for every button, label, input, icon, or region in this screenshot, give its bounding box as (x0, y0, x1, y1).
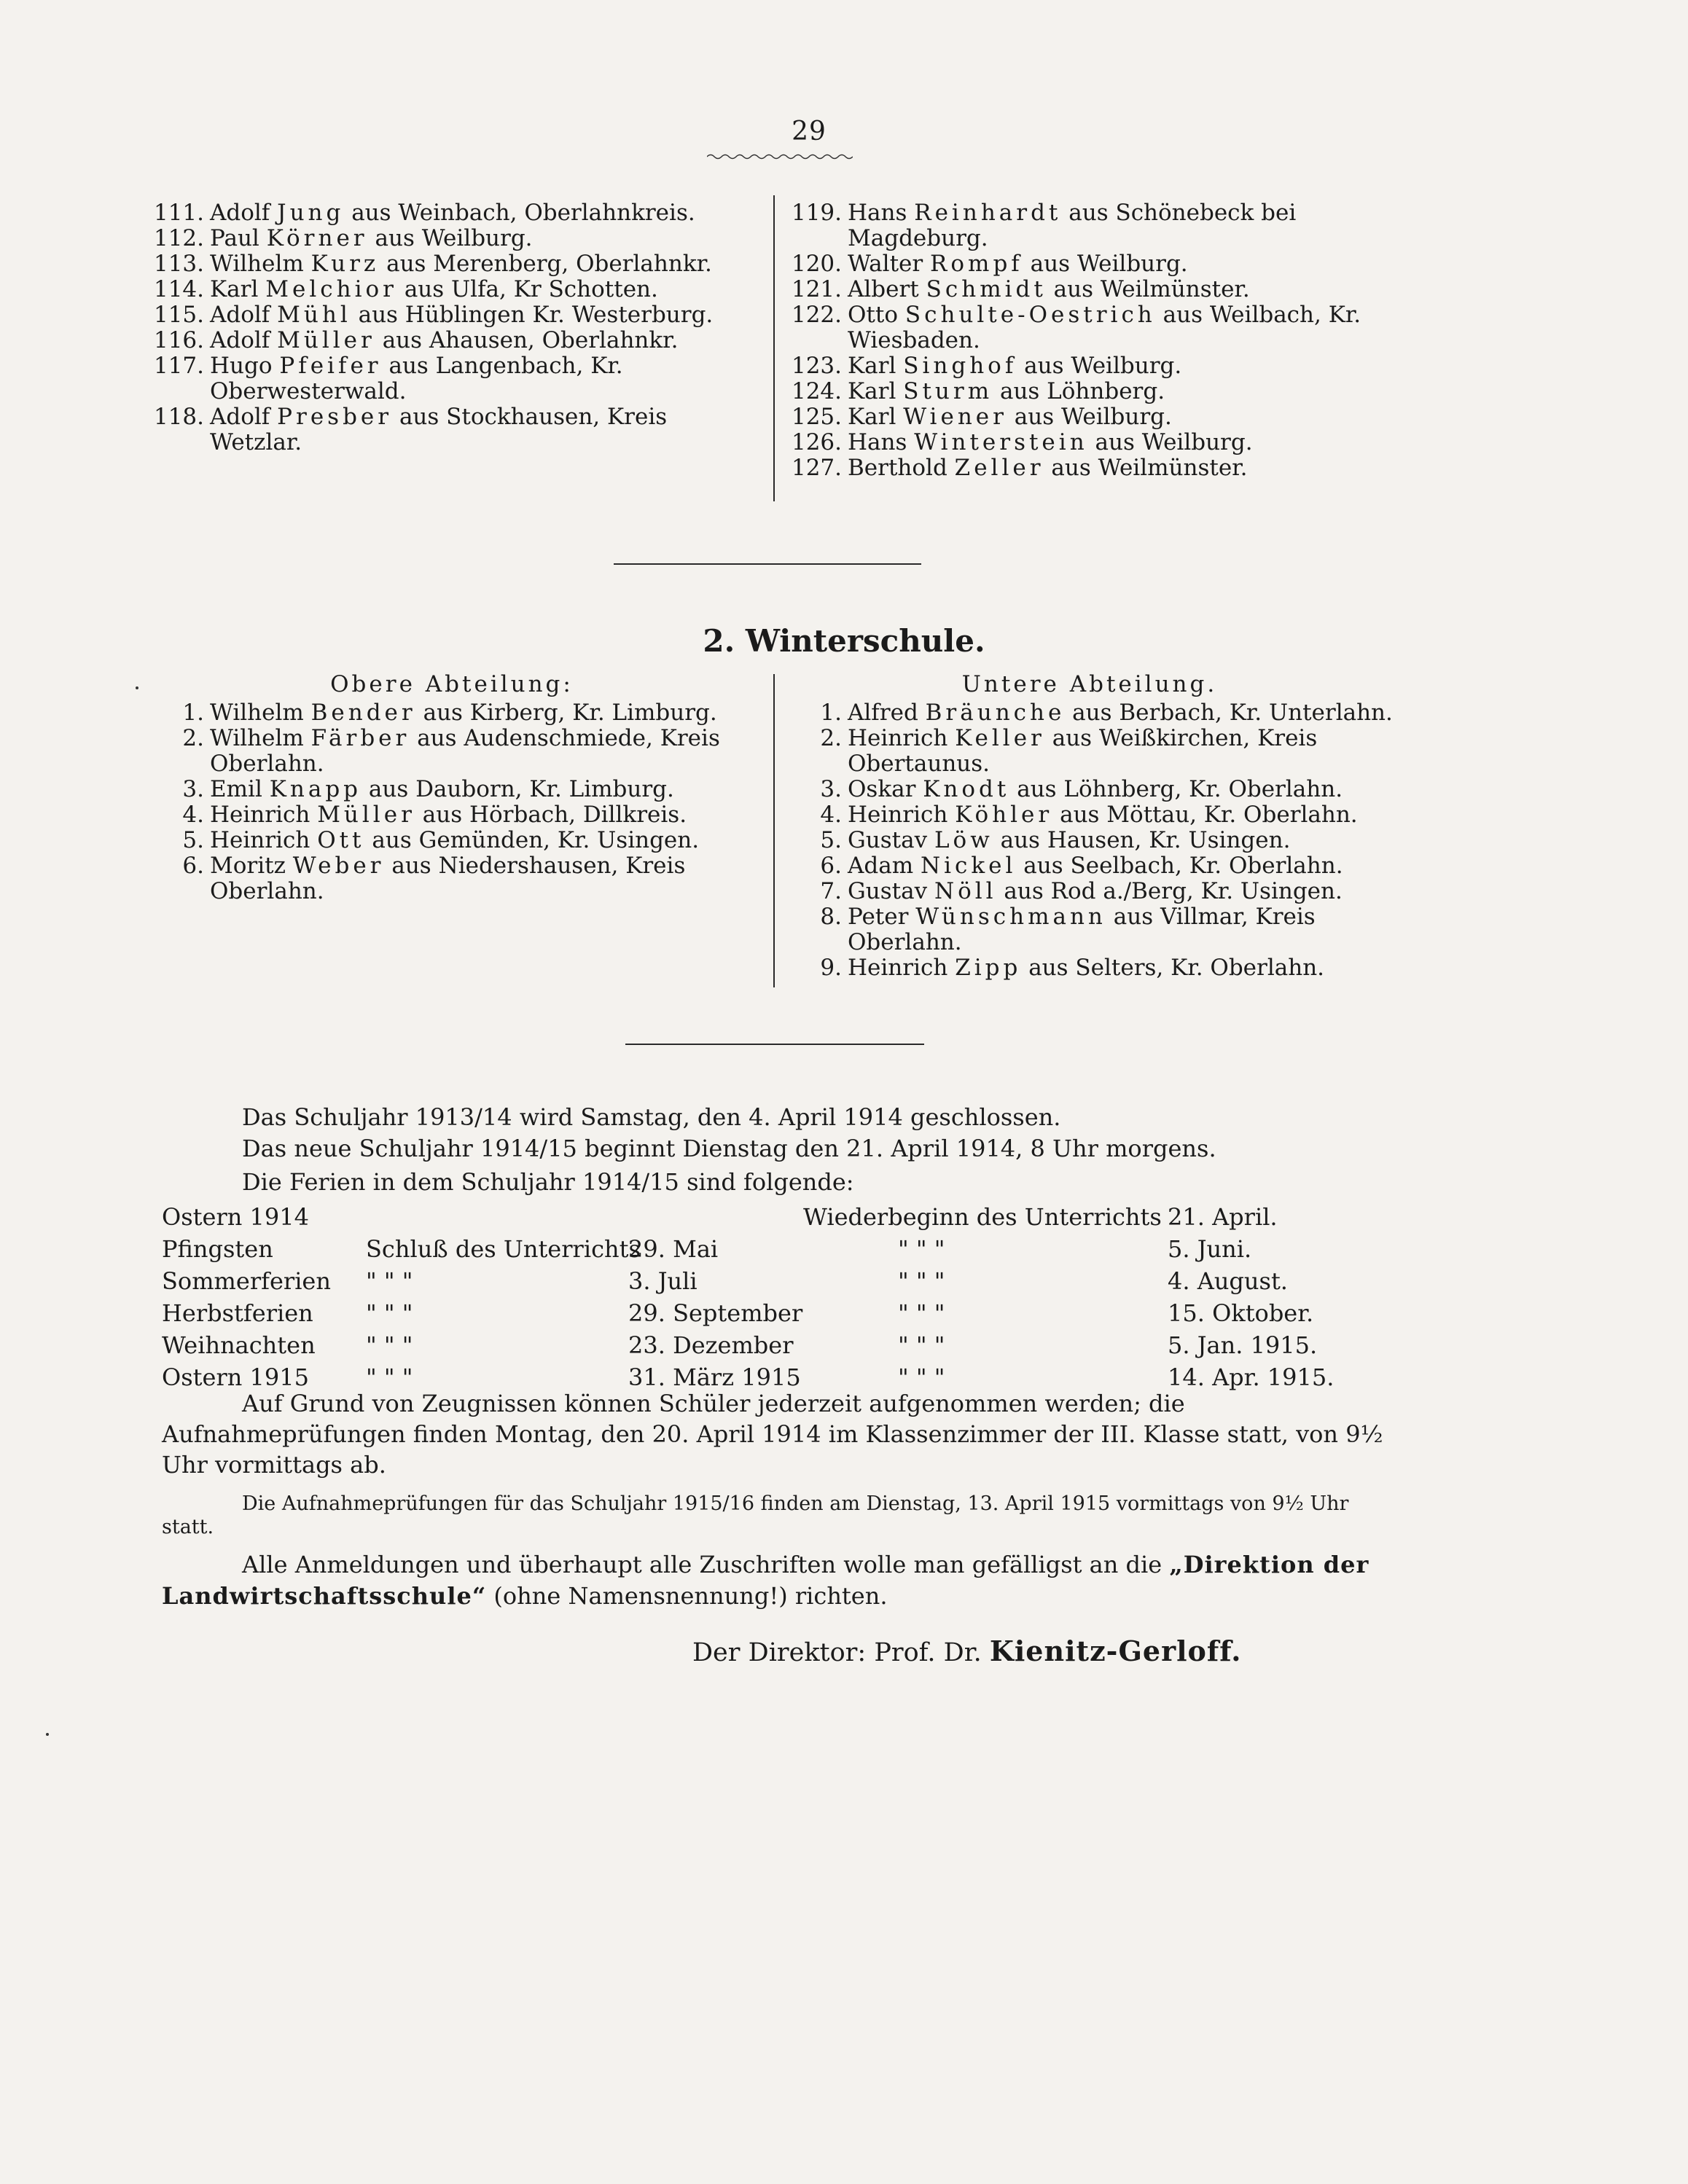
entry-text (210, 302, 758, 328)
surname: Wiener (903, 404, 1007, 430)
page-number-ornament (707, 153, 853, 160)
holiday-resume-label: " " " (898, 1235, 945, 1263)
surname: Knapp (269, 776, 362, 802)
first-name: Wilhelm (210, 725, 311, 751)
holiday-resume-date: 14. Apr. 1915. (1168, 1363, 1335, 1391)
student-entry (784, 955, 1396, 981)
holiday-name: Ostern 1914 (162, 1203, 309, 1231)
first-name: Gustav (848, 827, 934, 853)
origin: aus Weilburg. (1087, 429, 1253, 455)
student-entry (146, 404, 758, 455)
surname: Kurz (310, 251, 380, 277)
origin: aus Möttau, Kr. Oberlahn. (1052, 802, 1358, 828)
surname: Nickel (920, 853, 1017, 879)
holiday-end-date: 29. September (628, 1299, 803, 1327)
entry-number: 1. (820, 700, 842, 726)
column-divider-winter (773, 674, 775, 987)
holiday-row (162, 1201, 1383, 1233)
student-entry (784, 379, 1396, 404)
first-name: Hans (848, 200, 915, 226)
surname: Körner (266, 225, 368, 251)
paper-speck (136, 686, 138, 689)
holiday-row (162, 1265, 1383, 1297)
entry-number: 2. (820, 725, 842, 751)
entry-number: 112. (153, 225, 204, 251)
entry-text (210, 251, 758, 277)
first-name: Walter (848, 251, 931, 277)
surname: Knodt (923, 776, 1010, 802)
entry-text (848, 700, 1396, 726)
origin: aus Weilburg. (1023, 251, 1188, 277)
holiday-resume-date: 5. Jan. 1915. (1168, 1331, 1318, 1359)
origin: aus Rod a./Berg, Kr. Usingen. (996, 878, 1343, 904)
holiday-resume-label: " " " (898, 1299, 945, 1327)
origin: aus Kirberg, Kr. Limburg. (415, 700, 717, 726)
holiday-name: Pfingsten (162, 1235, 273, 1263)
origin: aus Weißkirchen, Kreis Obertaunus. (848, 725, 1318, 777)
first-name: Hugo (210, 353, 280, 379)
holiday-row (162, 1233, 1383, 1265)
entry-number: 111. (153, 200, 204, 226)
entry-number: 123. (791, 353, 842, 379)
entry-number: 114. (153, 276, 204, 302)
student-entry (784, 828, 1396, 853)
entry-number: 125. (791, 404, 842, 430)
student-entry (784, 853, 1396, 879)
entry-text (210, 404, 758, 455)
holiday-resume-label: Wiederbeginn des Unterrichts (803, 1203, 1162, 1231)
paragraph-new-school-year: Das neue Schuljahr 1914/15 beginnt Dienstag den 21. April 1914, 8 Uhr morgens. (242, 1135, 1216, 1162)
surname: Melchior (265, 276, 397, 302)
holiday-row (162, 1329, 1383, 1361)
section-divider-1 (614, 563, 921, 565)
paper-speck (46, 1733, 49, 1736)
lower-division (784, 672, 1396, 981)
holiday-end-date: 31. März 1915 (628, 1363, 801, 1391)
student-entry (146, 726, 758, 777)
first-name: Adolf (210, 200, 278, 226)
entry-number: 122. (791, 302, 842, 328)
paragraph-admission-exams: Die Aufnahmeprüfungen für das Schuljahr 1915/16 finden am Dienstag, 13. April 1915 vormittags von 9½ Uhr statt. (162, 1492, 1349, 1538)
student-entry (784, 802, 1396, 828)
surname: Reinhardt (914, 200, 1062, 226)
student-entry (784, 777, 1396, 802)
surname: Zipp (955, 955, 1022, 981)
entry-text (848, 904, 1396, 955)
entry-number: 5. (820, 827, 842, 853)
origin: aus Weinbach, Oberlahnkreis. (344, 200, 695, 226)
entry-number: 3. (820, 776, 842, 802)
section-title: 2. Winterschule. (703, 623, 985, 659)
surname: Schulte-Oestrich (904, 302, 1156, 328)
origin: aus Gemünden, Kr. Usingen. (364, 827, 700, 853)
first-name: Gustav (848, 878, 934, 904)
entry-text (848, 955, 1396, 981)
first-name: Adolf (210, 404, 278, 430)
surname: Winterstein (914, 429, 1088, 455)
holiday-resume-date: 15. Oktober. (1168, 1299, 1314, 1327)
student-entry (784, 430, 1396, 455)
surname: Jung (277, 200, 345, 226)
section-divider-2 (625, 1044, 924, 1045)
entry-text (848, 200, 1396, 251)
first-name: Heinrich (848, 725, 956, 751)
page-number: 29 (792, 117, 827, 146)
first-name: Wilhelm (210, 700, 311, 726)
entry-text (848, 802, 1396, 828)
entry-text (848, 853, 1396, 879)
correspondence-address: „Direktion der Landwirtschaftsschule“ (162, 1551, 1369, 1610)
surname: Schmidt (926, 276, 1047, 302)
correspondence-text-c: (ohne Namensnennung!) richten. (486, 1582, 888, 1610)
entry-text (848, 777, 1396, 802)
surname: Müller (277, 327, 375, 353)
first-name: Heinrich (848, 955, 956, 981)
student-entry (784, 726, 1396, 777)
holiday-resume-label: " " " (898, 1267, 945, 1295)
entry-number: 8. (820, 904, 842, 930)
entry-text (848, 455, 1396, 481)
lower-division-heading: Untere Abteilung. (961, 671, 1218, 697)
entry-number: 126. (791, 429, 842, 455)
entry-text (848, 726, 1396, 777)
first-name: Peter (848, 904, 916, 930)
origin: aus Löhnberg, Kr. Oberlahn. (1009, 776, 1343, 802)
first-name: Heinrich (848, 802, 956, 828)
holiday-resume-date: 4. August. (1168, 1267, 1288, 1295)
entry-text (848, 353, 1396, 379)
student-entry (784, 302, 1396, 353)
holiday-row (162, 1297, 1383, 1329)
first-name: Adolf (210, 327, 278, 353)
origin: aus Villmar, Kreis Oberlahn. (848, 904, 1316, 955)
entry-text (210, 200, 758, 226)
entry-text (210, 853, 758, 904)
first-name: Adam (848, 853, 921, 879)
entry-number: 6. (182, 853, 204, 879)
student-entry (784, 353, 1396, 379)
holiday-end-date: 29. Mai (628, 1235, 719, 1263)
surname: Nöll (934, 878, 997, 904)
holiday-end-label: " " " (366, 1331, 413, 1359)
origin: aus Ahausen, Oberlahnkr. (375, 327, 679, 353)
entry-text (210, 277, 758, 302)
origin: aus Merenberg, Oberlahnkr. (379, 251, 712, 277)
surname: Singhof (903, 353, 1017, 379)
origin: aus Langenbach, Kr. Oberwesterwald. (210, 353, 623, 404)
first-name: Emil (210, 776, 270, 802)
surname: Sturm (903, 378, 993, 404)
student-entry (146, 251, 758, 277)
surname: Presber (277, 404, 393, 430)
surname: Pfeifer (279, 353, 382, 379)
origin: aus Weilbach, Kr. Wiesbaden. (848, 302, 1361, 353)
correspondence-text-a: Alle Anmeldungen und überhaupt alle Zuschriften wolle man gefälligst an die (242, 1551, 1170, 1578)
list-top-left (146, 200, 758, 455)
surname: Köhler (955, 802, 1053, 828)
entry-number: 119. (791, 200, 842, 226)
origin: aus Niedershausen, Kreis Oberlahn. (210, 853, 686, 904)
entry-text (210, 353, 758, 404)
first-name: Oskar (848, 776, 923, 802)
first-name: Karl (848, 404, 904, 430)
entry-number: 116. (153, 327, 204, 353)
entry-text (210, 828, 758, 853)
origin: aus Hausen, Kr. Usingen. (993, 827, 1291, 853)
origin: aus Ulfa, Kr Schotten. (396, 276, 658, 302)
entry-number: 1. (182, 700, 204, 726)
holiday-end-date: 3. Juli (628, 1267, 698, 1295)
entry-number: 5. (182, 827, 204, 853)
origin: aus Weilmünster. (1044, 455, 1248, 481)
surname: Bräunche (925, 700, 1066, 726)
holiday-table (162, 1201, 1383, 1393)
first-name: Otto (848, 302, 905, 328)
student-entry (784, 200, 1396, 251)
student-entry (146, 777, 758, 802)
origin: aus Seelbach, Kr. Oberlahn. (1016, 853, 1343, 879)
entry-number: 127. (791, 455, 842, 481)
surname: Färber (310, 725, 410, 751)
entry-text (848, 828, 1396, 853)
paragraph-school-year-end: Das Schuljahr 1913/14 wird Samstag, den 4. April 1914 geschlossen. (242, 1103, 1061, 1131)
entry-number: 118. (153, 404, 204, 430)
entry-text (210, 802, 758, 828)
student-entry (146, 200, 758, 226)
entry-number: 3. (182, 776, 204, 802)
student-entry (146, 853, 758, 904)
student-entry (146, 353, 758, 404)
student-entry (784, 277, 1396, 302)
column-divider-top (773, 195, 775, 501)
holiday-name: Weihnachten (162, 1331, 316, 1359)
origin: aus Dauborn, Kr. Limburg. (362, 776, 674, 802)
signature-name: Kienitz-Gerloff. (989, 1635, 1242, 1667)
first-name: Heinrich (210, 827, 318, 853)
entry-number: 113. (153, 251, 204, 277)
entry-text (210, 726, 758, 777)
holiday-resume-label: " " " (898, 1363, 945, 1391)
surname: Rompf (930, 251, 1023, 277)
signature (692, 1635, 1241, 1667)
student-entry (784, 455, 1396, 481)
student-entry (146, 328, 758, 353)
entry-text (210, 700, 758, 726)
first-name: Hans (848, 429, 915, 455)
student-entry (784, 404, 1396, 430)
first-name: Paul (210, 225, 267, 251)
first-name: Moritz (210, 853, 293, 879)
entry-number: 6. (820, 853, 842, 879)
student-entry (146, 802, 758, 828)
entry-number: 121. (791, 276, 842, 302)
surname: Bender (310, 700, 416, 726)
entry-text (848, 879, 1396, 904)
origin: aus Audenschmiede, Kreis Oberlahn. (210, 725, 720, 777)
entry-number: 117. (153, 353, 204, 379)
surname: Ott (317, 827, 365, 853)
origin: aus Weilburg. (1007, 404, 1172, 430)
first-name: Adolf (210, 302, 278, 328)
origin: aus Hüblingen Kr. Westerburg. (351, 302, 714, 328)
list-top-right (784, 200, 1396, 481)
student-entry (146, 226, 758, 251)
holiday-resume-date: 21. April. (1168, 1203, 1278, 1231)
origin: aus Schönebeck bei Magdeburg. (848, 200, 1297, 251)
surname: Müller (317, 802, 415, 828)
first-name: Wilhelm (210, 251, 311, 277)
entry-text (210, 226, 758, 251)
holiday-resume-date: 5. Juni. (1168, 1235, 1252, 1263)
student-entry (146, 700, 758, 726)
entry-number: 4. (182, 802, 204, 828)
origin: aus Hörbach, Dillkreis. (415, 802, 687, 828)
surname: Löw (934, 827, 993, 853)
student-entry (784, 700, 1396, 726)
entry-number: 4. (820, 802, 842, 828)
entry-text (210, 777, 758, 802)
origin: aus Weilmünster. (1046, 276, 1250, 302)
entry-number: 2. (182, 725, 204, 751)
holiday-resume-label: " " " (898, 1331, 945, 1359)
surname: Mühl (277, 302, 351, 328)
origin: aus Weilburg. (367, 225, 533, 251)
holiday-end-date: 23. Dezember (628, 1331, 794, 1359)
first-name: Alfred (848, 700, 926, 726)
first-name: Heinrich (210, 802, 318, 828)
entry-text (848, 302, 1396, 353)
entry-number: 7. (820, 878, 842, 904)
upper-division-heading: Obere Abteilung: (330, 671, 574, 697)
surname: Wünschmann (915, 904, 1106, 930)
holiday-name: Herbstferien (162, 1299, 313, 1327)
origin: aus Selters, Kr. Oberlahn. (1021, 955, 1325, 981)
origin: aus Stockhausen, Kreis Wetzlar. (210, 404, 668, 455)
student-entry (784, 879, 1396, 904)
holiday-end-label: " " " (366, 1299, 413, 1327)
surname: Zeller (954, 455, 1044, 481)
first-name: Karl (210, 276, 266, 302)
holiday-end-label: " " " (366, 1363, 413, 1391)
first-name: Karl (848, 353, 904, 379)
first-name: Karl (848, 378, 904, 404)
entry-text (848, 251, 1396, 277)
entry-number: 9. (820, 955, 842, 981)
student-entry (146, 277, 758, 302)
paragraph-correspondence (162, 1549, 1383, 1612)
entry-text (848, 404, 1396, 430)
student-entry (784, 904, 1396, 955)
surname: Keller (955, 725, 1045, 751)
first-name: Albert (848, 276, 926, 302)
upper-division (146, 672, 758, 904)
student-entry (784, 251, 1396, 277)
surname: Weber (292, 853, 385, 879)
entry-text (848, 379, 1396, 404)
signature-prefix: Der Direktor: Prof. Dr. (692, 1638, 990, 1667)
origin: aus Löhnberg. (993, 378, 1165, 404)
paragraph-admission: Auf Grund von Zeugnissen können Schüler jederzeit aufgenommen werden; die Aufnahmeprüfungen finden Montag, den 20. April 1914 im Klassenzimmer der III. Klasse statt, von 9½ Uhr vormittags ab. (162, 1390, 1383, 1479)
entry-text (848, 277, 1396, 302)
holiday-name: Ostern 1915 (162, 1363, 309, 1391)
paragraph-holidays-intro: Die Ferien in dem Schuljahr 1914/15 sind folgende: (242, 1168, 854, 1196)
entry-number: 124. (791, 378, 842, 404)
holiday-end-label: Schluß des Unterrichts (366, 1235, 641, 1263)
holiday-end-label: " " " (366, 1267, 413, 1295)
holiday-name: Sommerferien (162, 1267, 331, 1295)
student-entry (146, 302, 758, 328)
entry-text (210, 328, 758, 353)
entry-number: 115. (153, 302, 204, 328)
first-name: Berthold (848, 455, 955, 481)
origin: aus Weilburg. (1017, 353, 1182, 379)
student-entry (146, 828, 758, 853)
entry-text (848, 430, 1396, 455)
entry-number: 120. (791, 251, 842, 277)
origin: aus Berbach, Kr. Unterlahn. (1065, 700, 1393, 726)
